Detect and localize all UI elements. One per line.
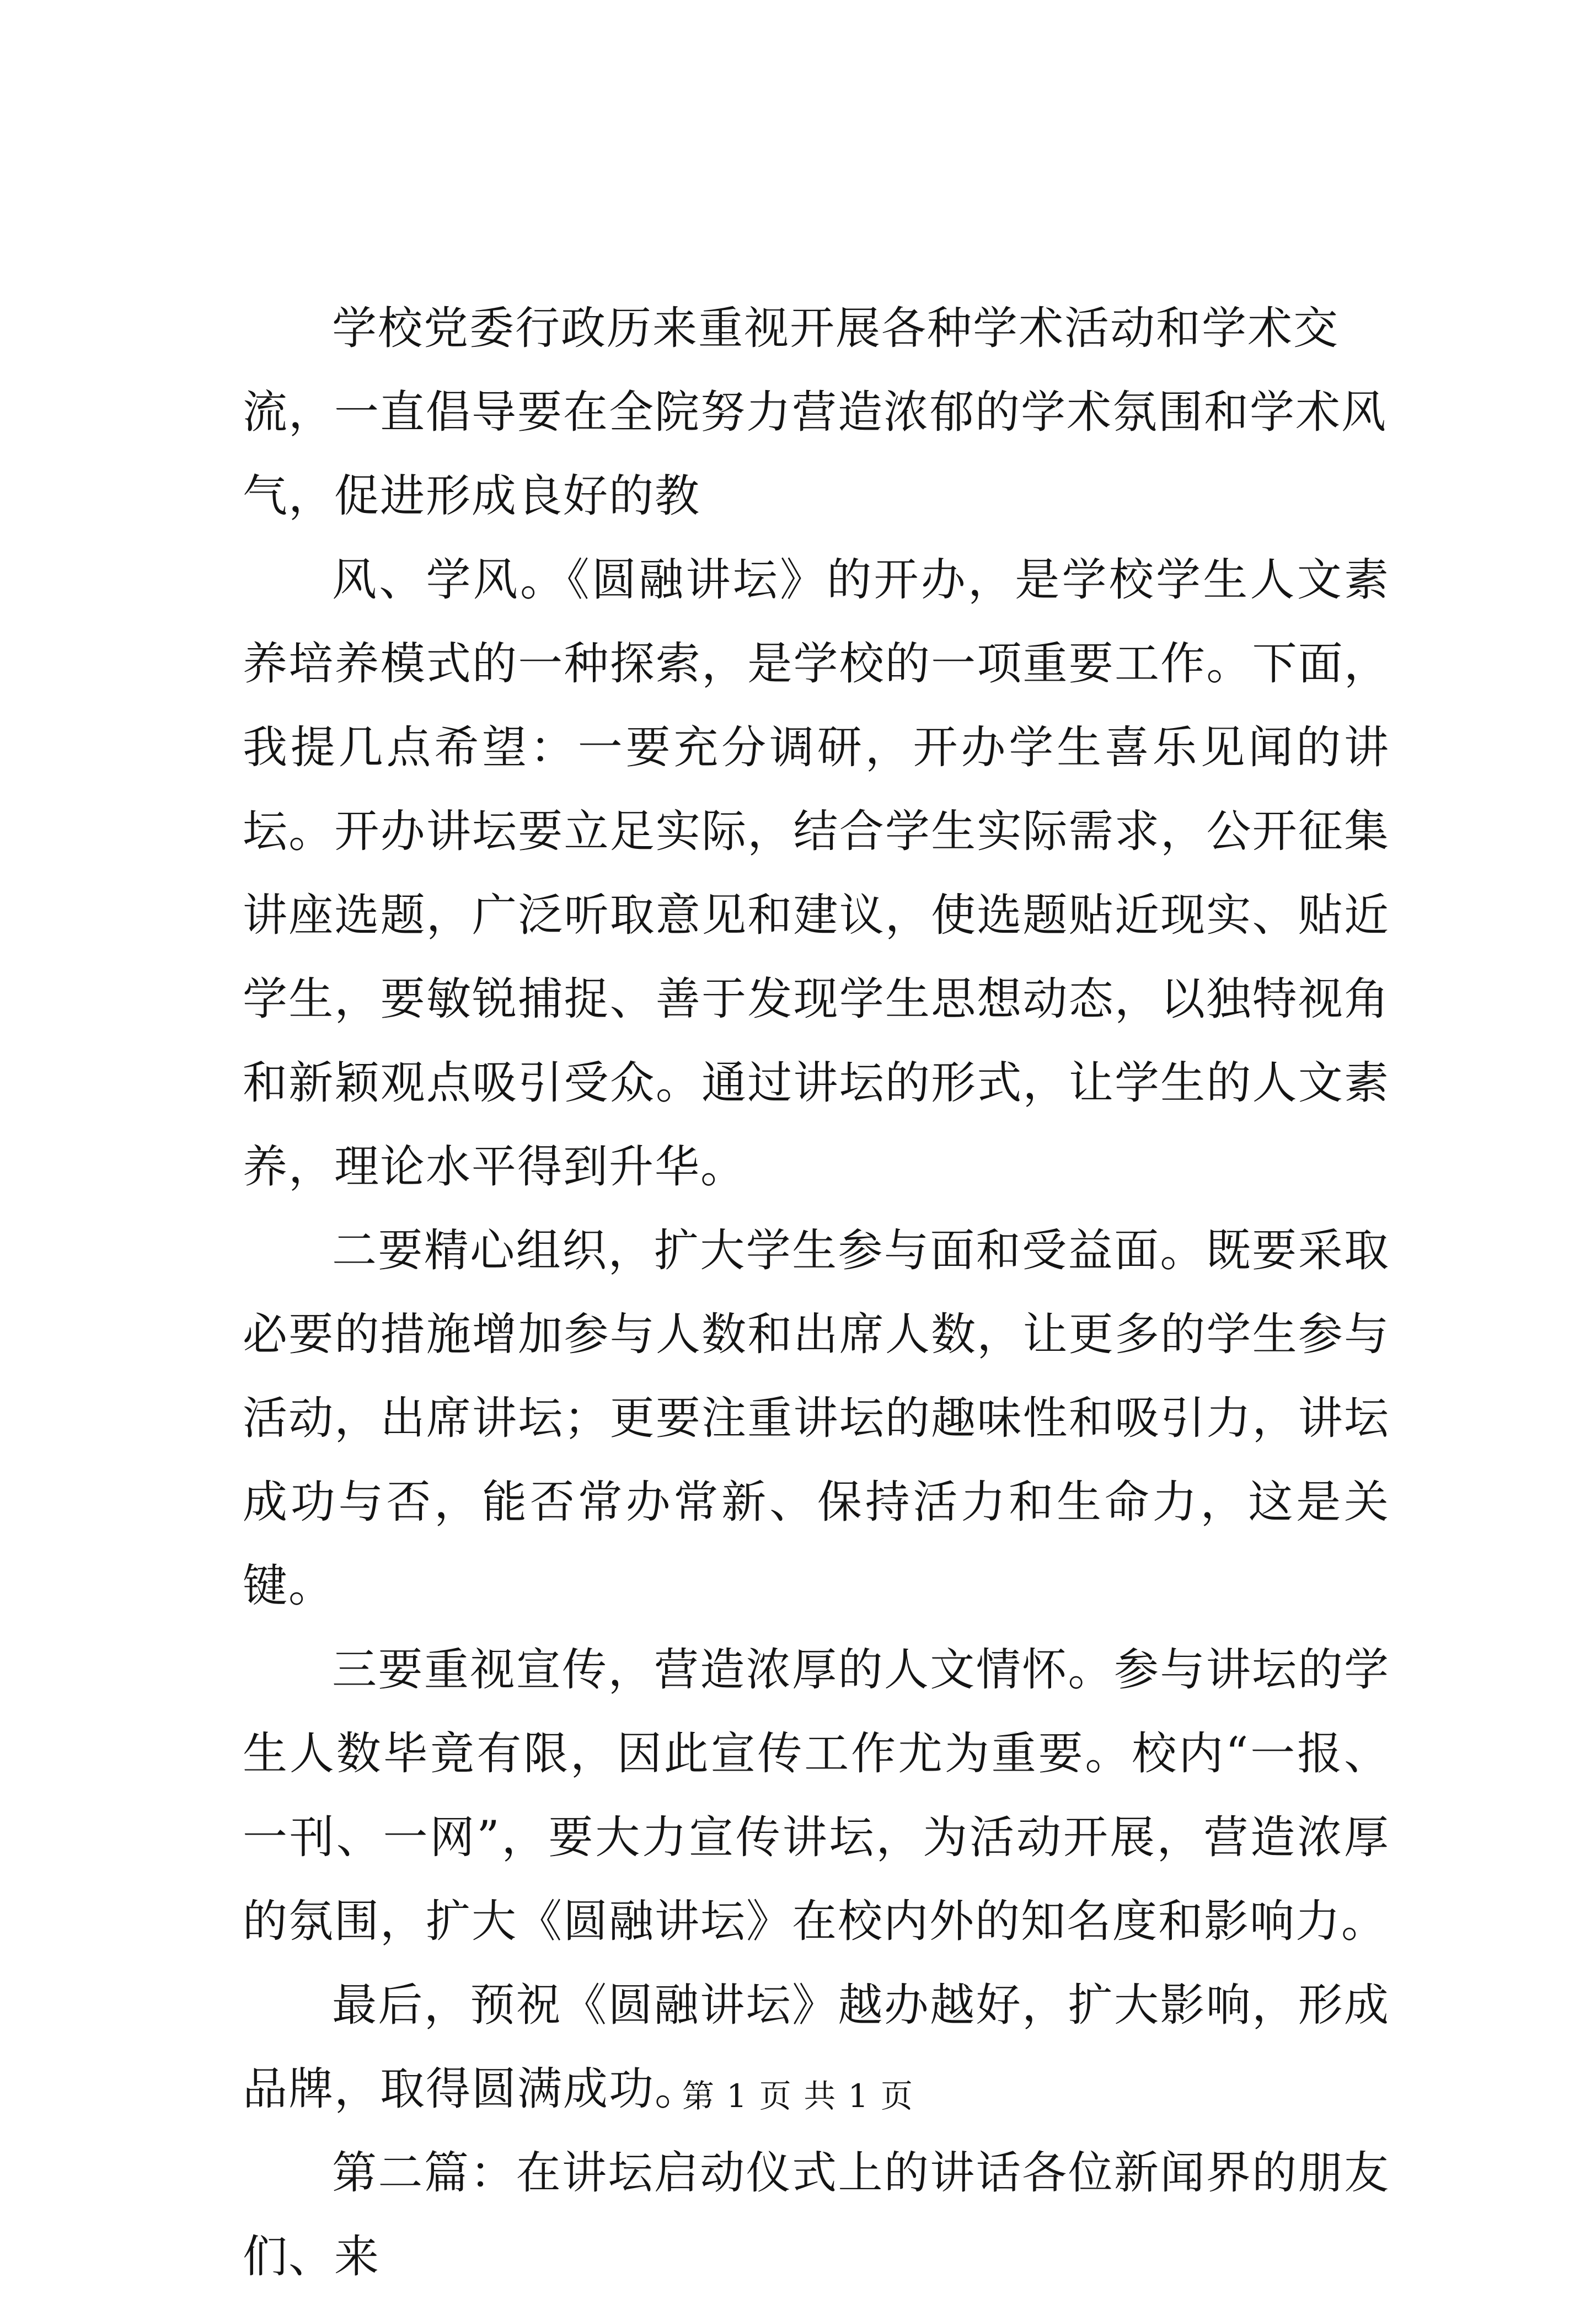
document-body [243, 287, 1390, 2299]
paragraph-closing-wish: 最后，预祝《圆融讲坛》越办越好，扩大影响，形成品牌，取得圆满成功。 [243, 1980, 1390, 2115]
paragraph-academic-atmosphere: 学校党委行政历来重视开展各种学术活动和学术交流，一直倡导要在全院努力营造浓郁的学术氛围和学术风气，促进形成良好的教 [243, 303, 1388, 522]
paragraph-second-hope: 二要精心组织，扩大学生参与面和受益面。既要采取必要的措施增加参与人数和出席人数，让更多的学生参与活动，出席讲坛；更要注重讲坛的趣味性和吸引力，讲坛成功与否，能否常办常新、保持活力和生命力，这是关键。 [243, 1225, 1390, 1612]
paragraph-third-hope: 三要重视宣传，营造浓厚的人文情怀。参与讲坛的学生人数毕竟有限，因此宣传工作尤为重要。校内“一报、一刊、一网”，要大力宣传讲坛，为活动开展，营造浓厚的氛围，扩大《圆融讲坛》在校内外的知名度和影响力。 [243, 1644, 1390, 1948]
paragraph-forum-opening-and-first-hope: 风、学风。《圆融讲坛》的开办，是学校学生人文素养培养模式的一种探索，是学校的一项重要工作。下面，我提几点希望：一要充分调研，开办学生喜乐见闻的讲坛。开办讲坛要立足实际，结合学生实际需求，公开征集讲座选题，广泛听取意见和建议，使选题贴近现实、贴近学生，要敏锐捕捉、善于发现学生思想动态，以独特视角和新颖观点吸引受众。通过讲坛的形式，让学生的人文素养，理论水平得到升华。 [243, 554, 1390, 1193]
paragraph-second-article-heading: 第二篇：在讲坛启动仪式上的讲话各位新闻界的朋友们、来 [243, 2147, 1390, 2283]
page-number-footer: 第 1 页 共 1 页 [682, 2077, 914, 2115]
